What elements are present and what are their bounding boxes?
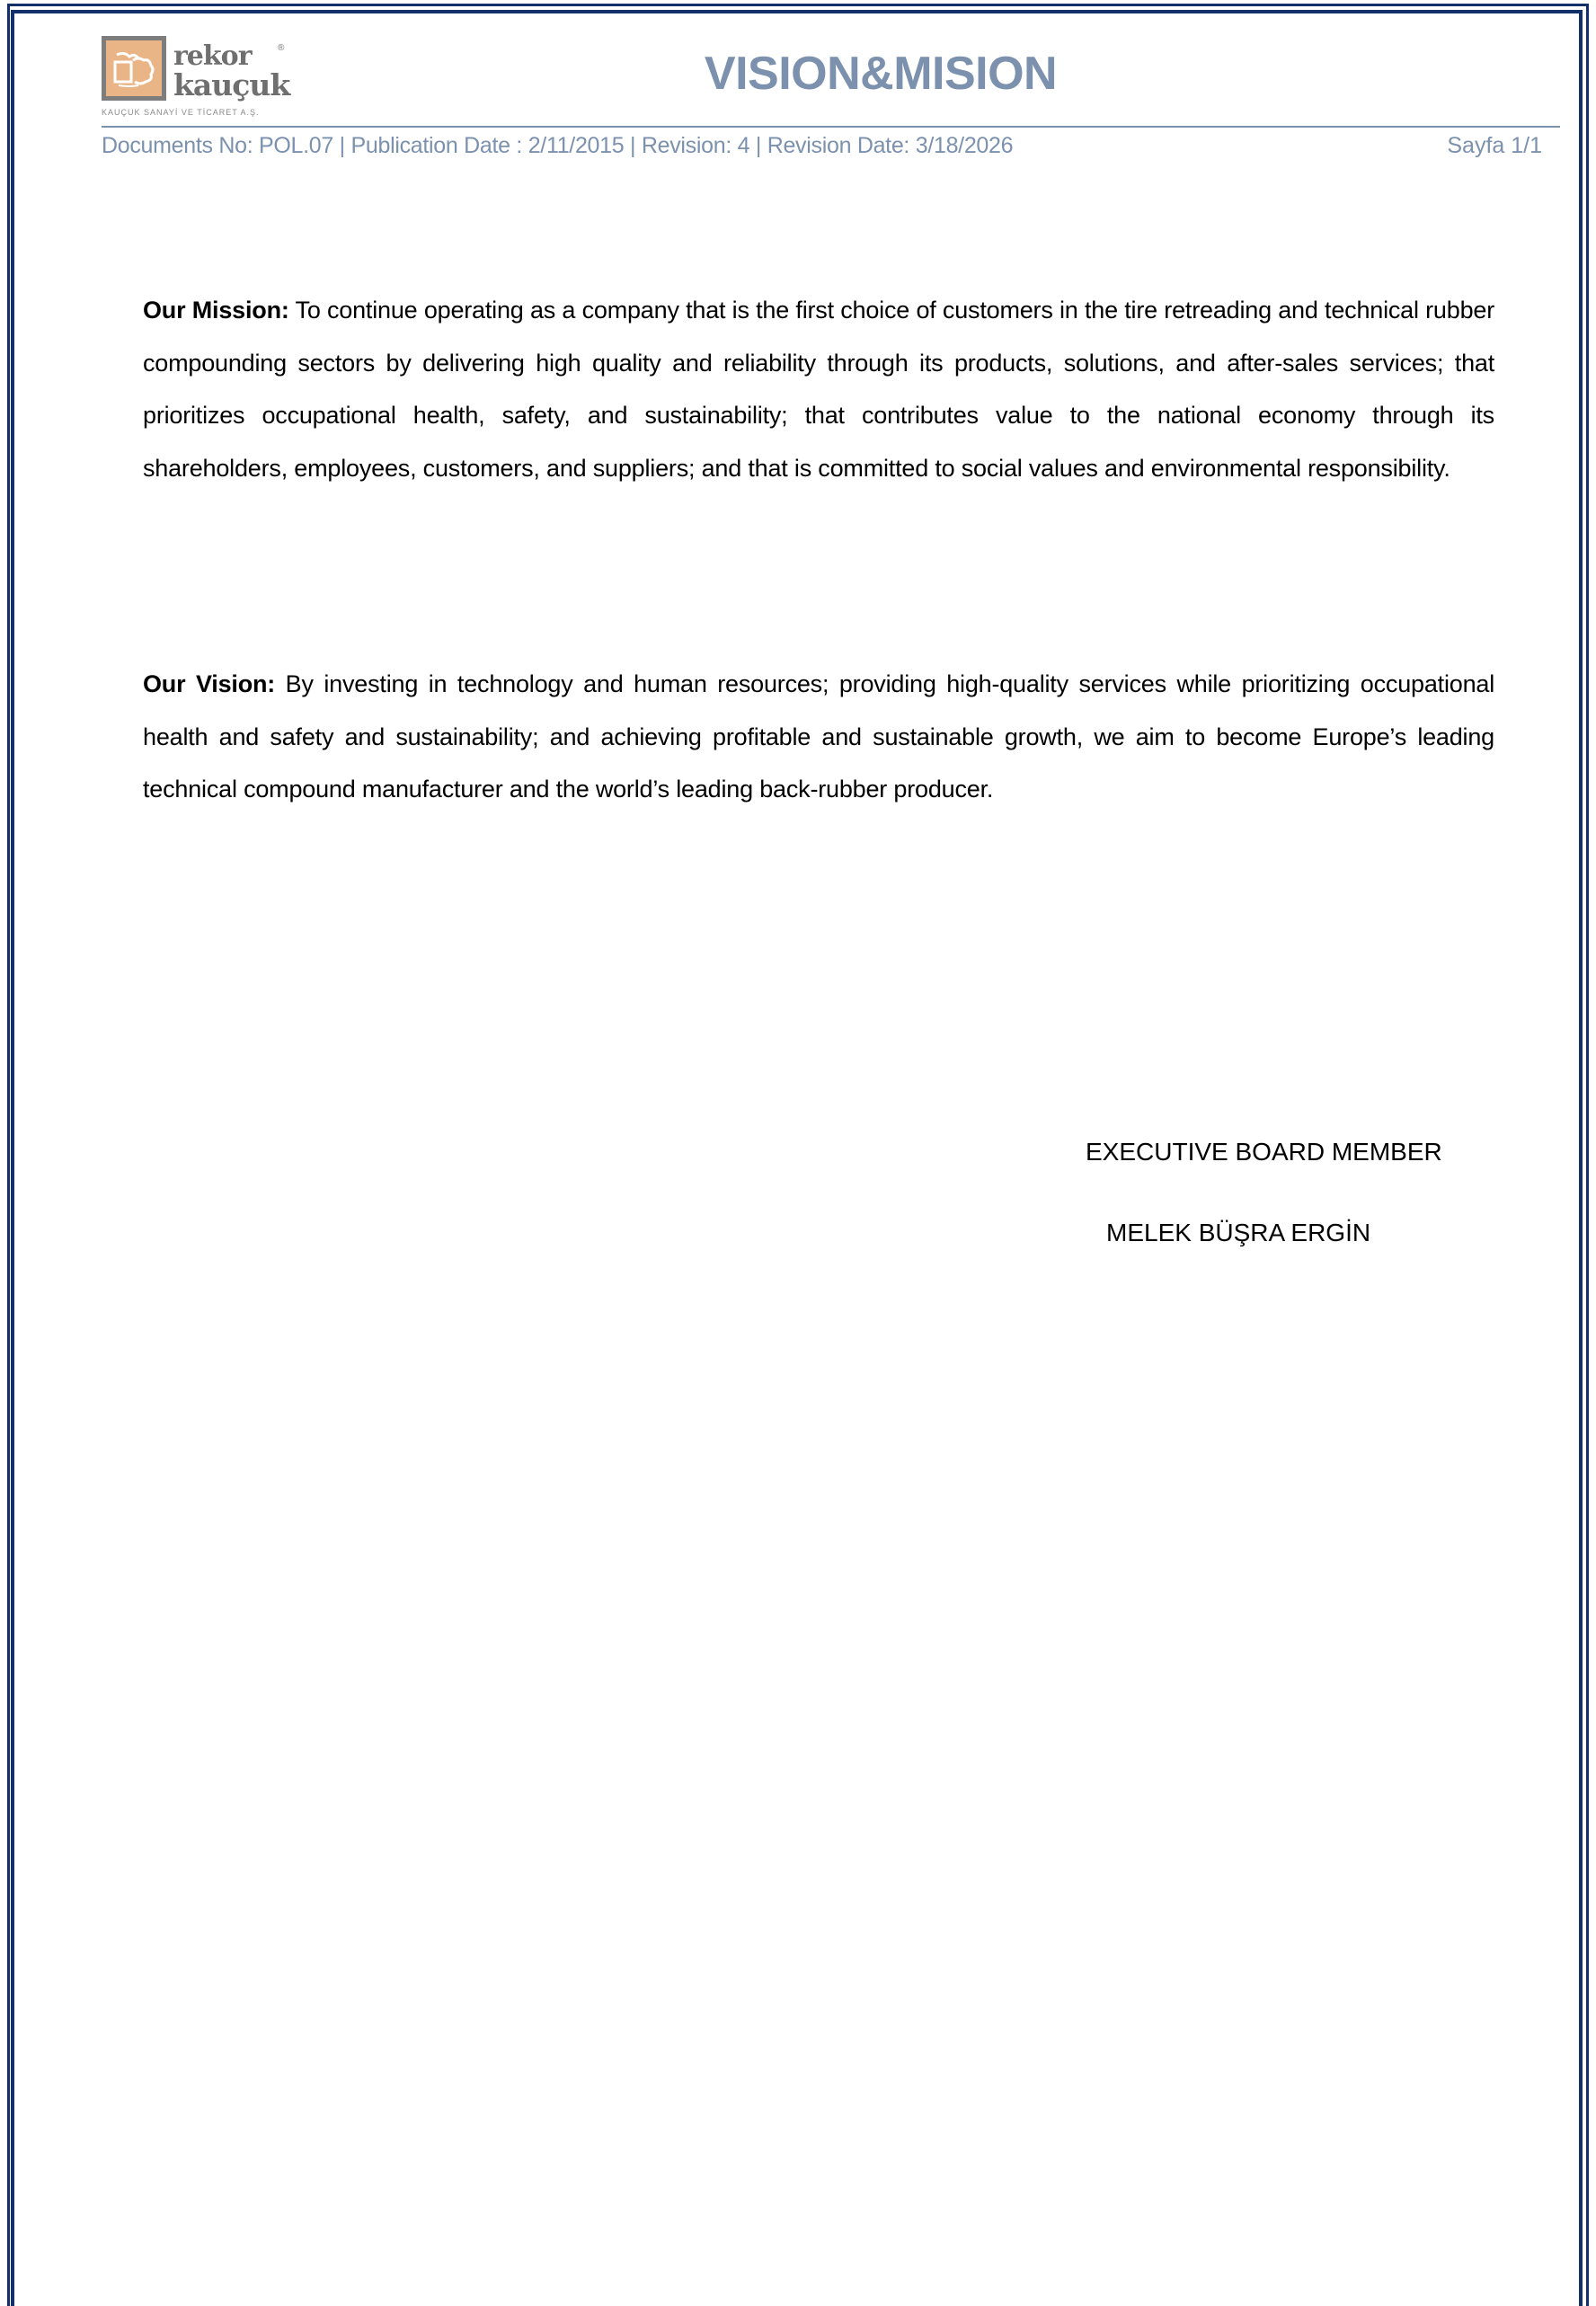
vision-label: Our Vision:	[143, 670, 276, 697]
mission-paragraph	[143, 284, 1494, 494]
mission-label: Our Mission:	[143, 297, 289, 324]
document-meta: Documents No: POL.07 | Publication Date : 2/11/2015 | Revision: 4 | Revision Date: 3/18/2026	[102, 133, 1014, 158]
rekor-kaucuk-logo-icon	[102, 36, 166, 101]
vision-text: By investing in technology and human resources; providing high-quality services while prioritizing occupational health and safety and sustainability; and achieving profitable and sustainable growth, we aim to become Europe’s leading technical compound manufacturer and the world’s leading back-rubber producer.	[143, 670, 1495, 803]
document-title: VISION&MISION	[704, 48, 1058, 100]
logo-wordmark-line1: rekor	[173, 40, 252, 72]
tire-logo-glyph-icon	[111, 49, 158, 89]
logo-registered-mark: ®	[278, 43, 285, 53]
mission-text: To continue operating as a company that is the first choice of customers in the tire retreading and technical rubber compounding sectors by delivering high quality and reliability through its products, solutions, and after-sales services; that prioritizes occupational health, safety, and sustainability; that contributes value to the national economy through its shareholders, employees, customers, and suppliers; and that is committed to social values and environmental responsibility.	[143, 297, 1494, 482]
logo-wordmark-line2: kauçuk	[173, 67, 290, 102]
signature-name: MELEK BÜŞRA ERGİN	[1106, 1219, 1371, 1246]
page-indicator: Sayfa 1/1	[1447, 133, 1542, 158]
company-logo	[102, 36, 314, 124]
logo-subtitle: KAUÇUK SANAYİ VE TİCARET A.Ş.	[102, 108, 260, 117]
signature-title: EXECUTIVE BOARD MEMBER	[1086, 1138, 1442, 1166]
header-divider	[102, 126, 1560, 128]
vision-paragraph	[143, 658, 1494, 816]
